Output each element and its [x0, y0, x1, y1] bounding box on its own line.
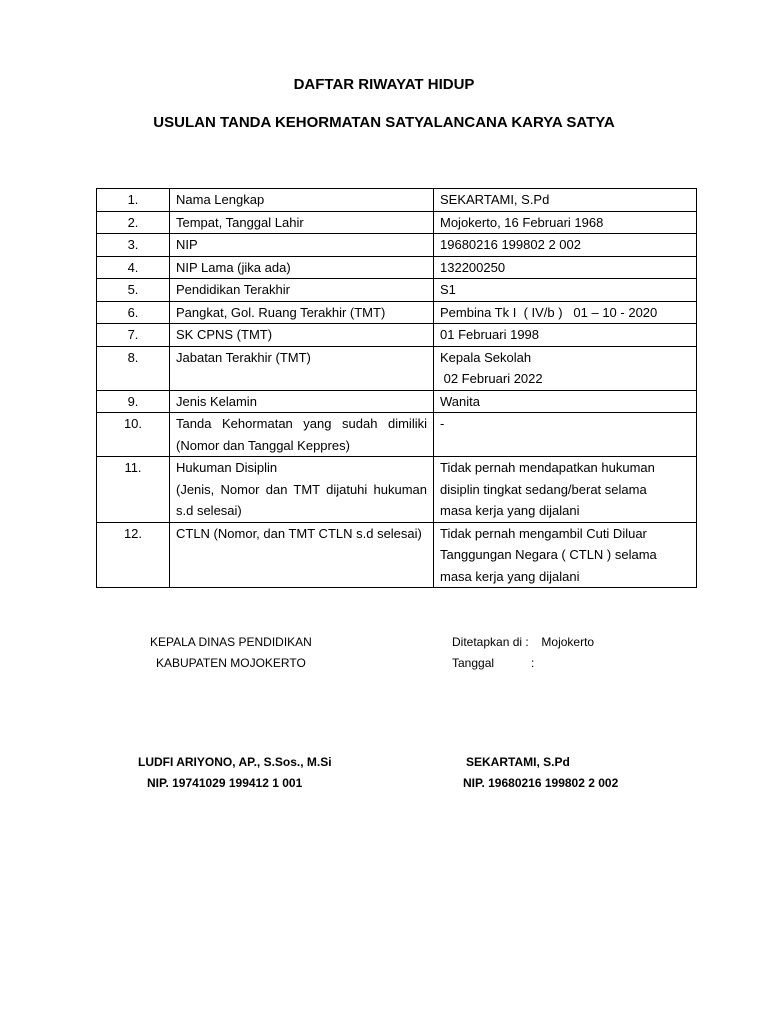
signatory-right-place-date [452, 632, 712, 674]
row-label [170, 522, 434, 588]
table-row [97, 234, 697, 257]
place-label: Ditetapkan di : [452, 635, 529, 649]
row-label [170, 413, 434, 457]
row-value [434, 346, 697, 390]
row-label [170, 256, 434, 279]
row-label [170, 189, 434, 212]
row-value-line: 01 Februari 1998 [440, 327, 540, 342]
place-row [452, 632, 712, 653]
row-number: 5. [97, 279, 170, 302]
row-label-line: Tanda Kehormatan yang sudah dimiliki (Nomor dan Tanggal Keppres) [176, 416, 427, 453]
row-value-line: Mojokerto, 16 Februari 1968 [440, 214, 604, 230]
table-row [97, 256, 697, 279]
date-separator: : [531, 656, 535, 670]
cv-table [96, 188, 697, 588]
row-number: 1. [97, 189, 170, 212]
row-label-line: Pangkat, Gol. Ruang Terakhir (TMT) [176, 304, 386, 320]
row-number: 11. [97, 457, 170, 523]
table-row [97, 346, 697, 390]
row-number: 7. [97, 324, 170, 347]
row-label [170, 457, 434, 523]
row-value-line: Kepala Sekolah [440, 349, 532, 365]
row-value [434, 279, 697, 302]
table-row [97, 189, 697, 212]
signatory-right-name: SEKARTAMI, S.Pd [466, 755, 570, 769]
signatory-left-nip: NIP. 19741029 199412 1 001 [147, 776, 303, 790]
row-value [434, 324, 697, 347]
row-value [434, 522, 697, 588]
row-value-line: Tidak pernah mendapatkan hukuman [440, 460, 655, 475]
row-value [434, 189, 697, 212]
document-title: DAFTAR RIWAYAT HIDUP [293, 76, 475, 93]
row-number: 4. [97, 256, 170, 279]
row-label [170, 211, 434, 234]
row-label [170, 390, 434, 413]
row-value [434, 413, 697, 457]
row-label [170, 234, 434, 257]
row-value-line: masa kerja yang dijalani [440, 503, 580, 518]
row-label-line: NIP [176, 237, 198, 252]
row-value-line: SEKARTAMI, S.Pd [440, 192, 550, 207]
row-value-line: Pembina Tk I ( IV/b ) 01 – 10 - 2020 [440, 304, 658, 320]
signatory-right-nip: NIP. 19680216 199802 2 002 [463, 776, 619, 790]
row-value-line: 19680216 199802 2 002 [440, 237, 581, 252]
row-label-line: NIP Lama (jika ada) [176, 259, 291, 275]
row-value [434, 256, 697, 279]
row-number: 6. [97, 301, 170, 324]
position-line-1: KEPALA DINAS PENDIDIKAN [150, 635, 312, 649]
row-value-line: - [440, 416, 445, 431]
row-number: 9. [97, 390, 170, 413]
row-number: 8. [97, 346, 170, 390]
row-label [170, 324, 434, 347]
row-value [434, 211, 697, 234]
row-label-line: Jenis Kelamin [176, 393, 257, 409]
row-value-line: disiplin tingkat sedang/berat selama [440, 481, 647, 497]
row-value-line: 132200250 [440, 259, 506, 275]
cv-table-body [97, 189, 697, 588]
row-label-line: Tempat, Tanggal Lahir [176, 214, 304, 230]
row-number: 12. [97, 522, 170, 588]
table-row [97, 457, 697, 523]
row-value-line: S1 [440, 282, 456, 297]
row-label-line: Nama Lengkap [176, 192, 265, 207]
row-value [434, 390, 697, 413]
row-label [170, 346, 434, 390]
document-subtitle: USULAN TANDA KEHORMATAN SATYALANCANA KARYA SATYA [153, 114, 615, 131]
row-label-line: (Jenis, Nomor dan TMT dijatuhi hukuman s.d selesai) [176, 481, 427, 518]
row-label-line: CTLN (Nomor, dan TMT CTLN s.d selesai) [176, 525, 422, 541]
row-value-line: Tidak pernah mengambil Cuti Diluar [440, 525, 647, 541]
signatory-right [463, 752, 706, 794]
row-value-line: 02 Februari 2022 [440, 371, 543, 386]
table-row [97, 279, 697, 302]
row-value [434, 234, 697, 257]
signatory-left-position [150, 632, 370, 674]
date-label: Tanggal [452, 656, 495, 670]
table-row [97, 390, 697, 413]
table-row [97, 522, 697, 588]
row-value-line: masa kerja yang dijalani [440, 568, 580, 584]
date-row [452, 653, 712, 674]
row-label-line: Pendidikan Terakhir [176, 282, 290, 297]
row-label-line: Hukuman Disiplin [176, 460, 278, 475]
row-label-line: Jabatan Terakhir (TMT) [176, 349, 311, 365]
signatory-left-name: LUDFI ARIYONO, AP., S.Sos., M.Si [138, 755, 332, 769]
row-number: 2. [97, 211, 170, 234]
table-row [97, 301, 697, 324]
table-row [97, 324, 697, 347]
position-line-2: KABUPATEN MOJOKERTO [156, 656, 306, 670]
row-value-line: Tanggungan Negara ( CTLN ) selama [440, 547, 657, 562]
row-value [434, 301, 697, 324]
row-label-line: SK CPNS (TMT) [176, 327, 273, 342]
row-number: 10. [97, 413, 170, 457]
row-label [170, 279, 434, 302]
row-value [434, 457, 697, 523]
row-label [170, 301, 434, 324]
table-row [97, 211, 697, 234]
place-value: Mojokerto [541, 635, 595, 649]
row-value-line: Wanita [440, 393, 480, 409]
table-row [97, 413, 697, 457]
signatory-left [138, 752, 378, 794]
row-number: 3. [97, 234, 170, 257]
